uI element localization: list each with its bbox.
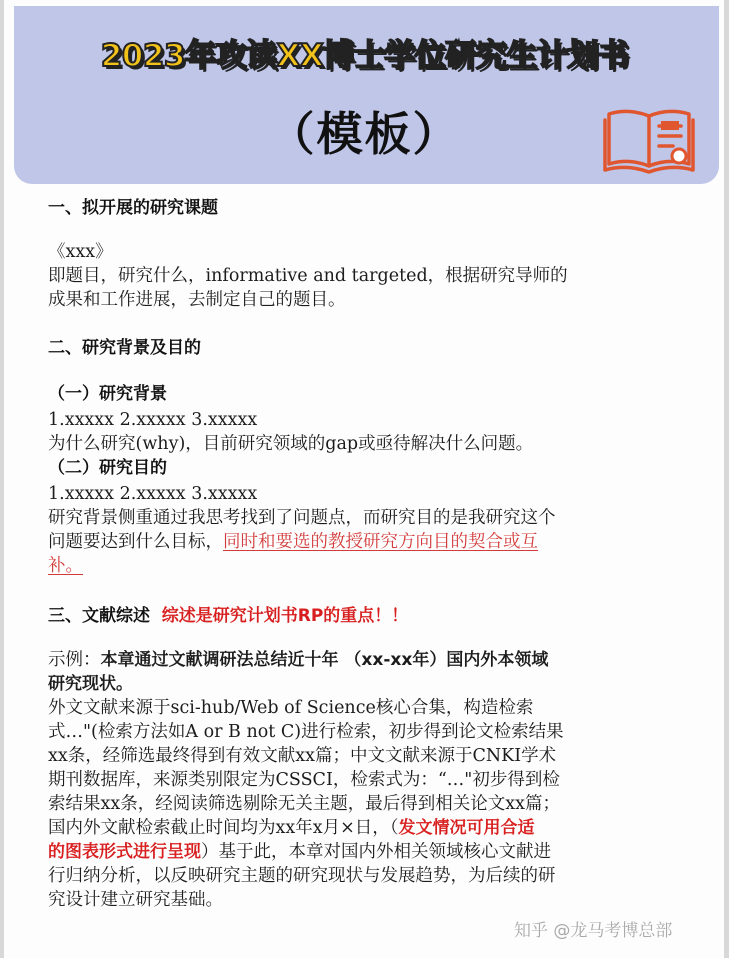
section-2-heading: 二、研究背景及目的 (48, 338, 201, 358)
review-line-7-plain: ）基于此，本章对国内外相关领域核心文献进 (201, 842, 551, 862)
watermark: 知乎 @龙马考博总部 (514, 921, 673, 941)
review-highlight-2: 的图表形式进行呈现 (48, 842, 201, 862)
open-book-icon (603, 104, 699, 180)
section-1-heading: 一、拟开展的研究课题 (48, 198, 218, 218)
review-line-9: 究设计建立研究基础。 (48, 890, 223, 910)
example-bold-1: 本章通过文献调研法总结近十年 （xx-xx年）国内外本领域 (100, 650, 549, 670)
example-prefix: 示例： (48, 650, 101, 670)
example-line-1 (48, 648, 698, 672)
purpose-text-plain: 问题要达到什么目标， (48, 532, 223, 552)
review-line-6 (48, 816, 698, 840)
background-subheading: （一）研究背景 (48, 384, 167, 404)
review-line-1: 外文文献来源于sci-hub/Web of Science核心合集，构造检索 (48, 698, 534, 718)
document-subtitle: （模板） (268, 107, 461, 161)
topic-desc-line-1: 即题目，研究什么，informative and targeted，根据研究导师的 (48, 266, 568, 286)
purpose-text-line-2 (48, 530, 698, 554)
purpose-subheading: （二）研究目的 (48, 458, 167, 478)
purpose-highlight-1: 同时和要选的教授研究方向目的契合或互 (223, 532, 538, 552)
review-highlight-1: 发文情况可用合适 (398, 818, 535, 838)
background-text: 为什么研究(why)，目前研究领域的gap或亟待解决什么问题。 (48, 434, 534, 454)
review-line-6-plain: 国内外文献检索截止时间均为xx年x月×日，（ (48, 818, 399, 838)
review-line-2: 式…"(检索方法如A or B not C)进行检索，初步得到论文检索结果 (48, 722, 564, 742)
purpose-items: 1.xxxxx 2.xxxxx 3.xxxxx (48, 484, 258, 504)
review-line-4: 期刊数据库，来源类别限定为CSSCI，检索式为：“…"初步得到检 (48, 770, 560, 790)
review-line-5: 索结果xx条，经阅读筛选剔除无关主题，最后得到相关论文xx篇； (48, 794, 560, 814)
review-line-3: xx条，经筛选最终得到有效文献xx篇；中文文献来源于CNKI学术 (48, 746, 557, 766)
section-3-heading: 三、文献综述 (48, 606, 150, 626)
purpose-highlight-2: 补。 (48, 556, 83, 576)
topic-desc-line-2: 成果和工作进展，去制定自己的题目。 (48, 290, 346, 310)
example-bold-2: 研究现状。 (48, 674, 133, 694)
topic-placeholder: 《xxx》 (48, 242, 113, 262)
document-body (48, 196, 698, 912)
document-title: 2023年攻读XX博士学位研究生计划书 (100, 38, 629, 74)
purpose-text-line-1: 研究背景侧重通过我思考找到了问题点，而研究目的是我研究这个 (48, 508, 556, 528)
section-3-emphasis: 综述是研究计划书RP的重点！！ (161, 606, 409, 626)
review-line-7 (48, 840, 698, 864)
review-line-8: 行归纳分析，以反映研究主题的研究现状与发展趋势，为后续的研 (48, 866, 556, 886)
background-items: 1.xxxxx 2.xxxxx 3.xxxxx (48, 410, 258, 430)
purpose-text-line-3 (48, 554, 698, 578)
